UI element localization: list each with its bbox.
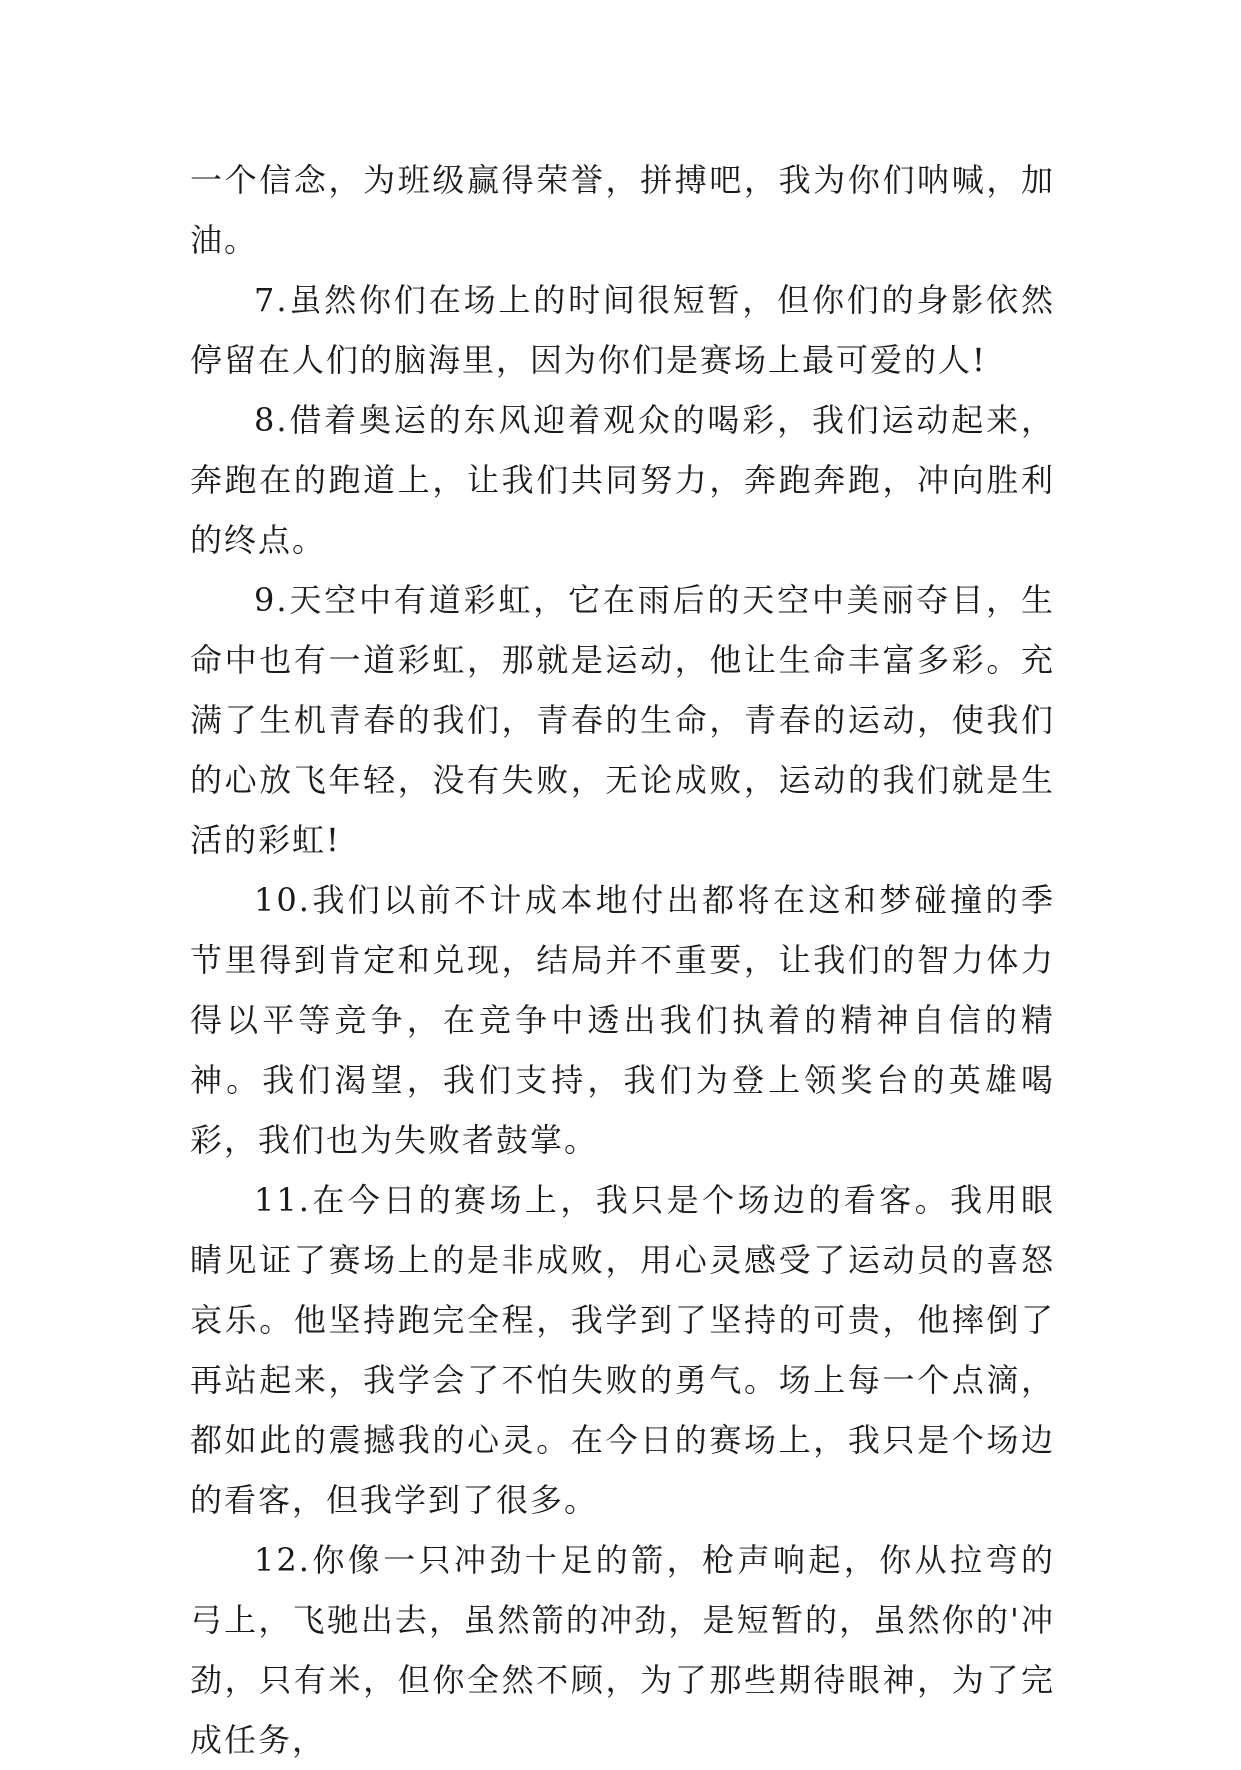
- document-body: [190, 150, 1055, 1770]
- paragraph-10: 10.我们以前不计成本地付出都将在这和梦碰撞的季节里得到肯定和兑现，结局并不重要，让我们的智力体力得以平等竞争，在竞争中透出我们执着的精神自信的精神。我们渴望，我们支持，我们为登上领奖台的英雄喝彩，我们也为失败者鼓掌。: [190, 881, 1055, 1159]
- paragraph-8: 8.借着奥运的东风迎着观众的喝彩，我们运动起来，奔跑在的跑道上，让我们共同努力，奔跑奔跑，冲向胜利的终点。: [190, 401, 1055, 559]
- paragraph-9: 9.天空中有道彩虹，它在雨后的天空中美丽夺目，生命中也有一道彩虹，那就是运动，他让生命丰富多彩。充满了生机青春的我们，青春的生命，青春的运动，使我们的心放飞年轻，没有失败，无论成败，运动的我们就是生活的彩虹!: [190, 581, 1055, 859]
- paragraph-7: 7.虽然你们在场上的时间很短暂，但你们的身影依然停留在人们的脑海里，因为你们是赛场上最可爱的人!: [190, 281, 1055, 379]
- paragraph-12: 12.你像一只冲劲十足的箭，枪声响起，你从拉弯的弓上，飞驰出去，虽然箭的冲劲，是短暂的，虽然你的'冲劲，只有米，但你全然不顾，为了那些期待眼神，为了完成任务，: [190, 1541, 1055, 1759]
- paragraph-continued: 一个信念，为班级赢得荣誉，拼搏吧，我为你们呐喊，加油。: [190, 161, 1055, 259]
- paragraph-11: 11.在今日的赛场上，我只是个场边的看客。我用眼睛见证了赛场上的是非成败，用心灵感受了运动员的喜怒哀乐。他坚持跑完全程，我学到了坚持的可贵，他摔倒了再站起来，我学会了不怕失败的勇气。场上每一个点滴，都如此的震撼我的心灵。在今日的赛场上，我只是个场边的看客，但我学到了很多。: [190, 1181, 1055, 1519]
